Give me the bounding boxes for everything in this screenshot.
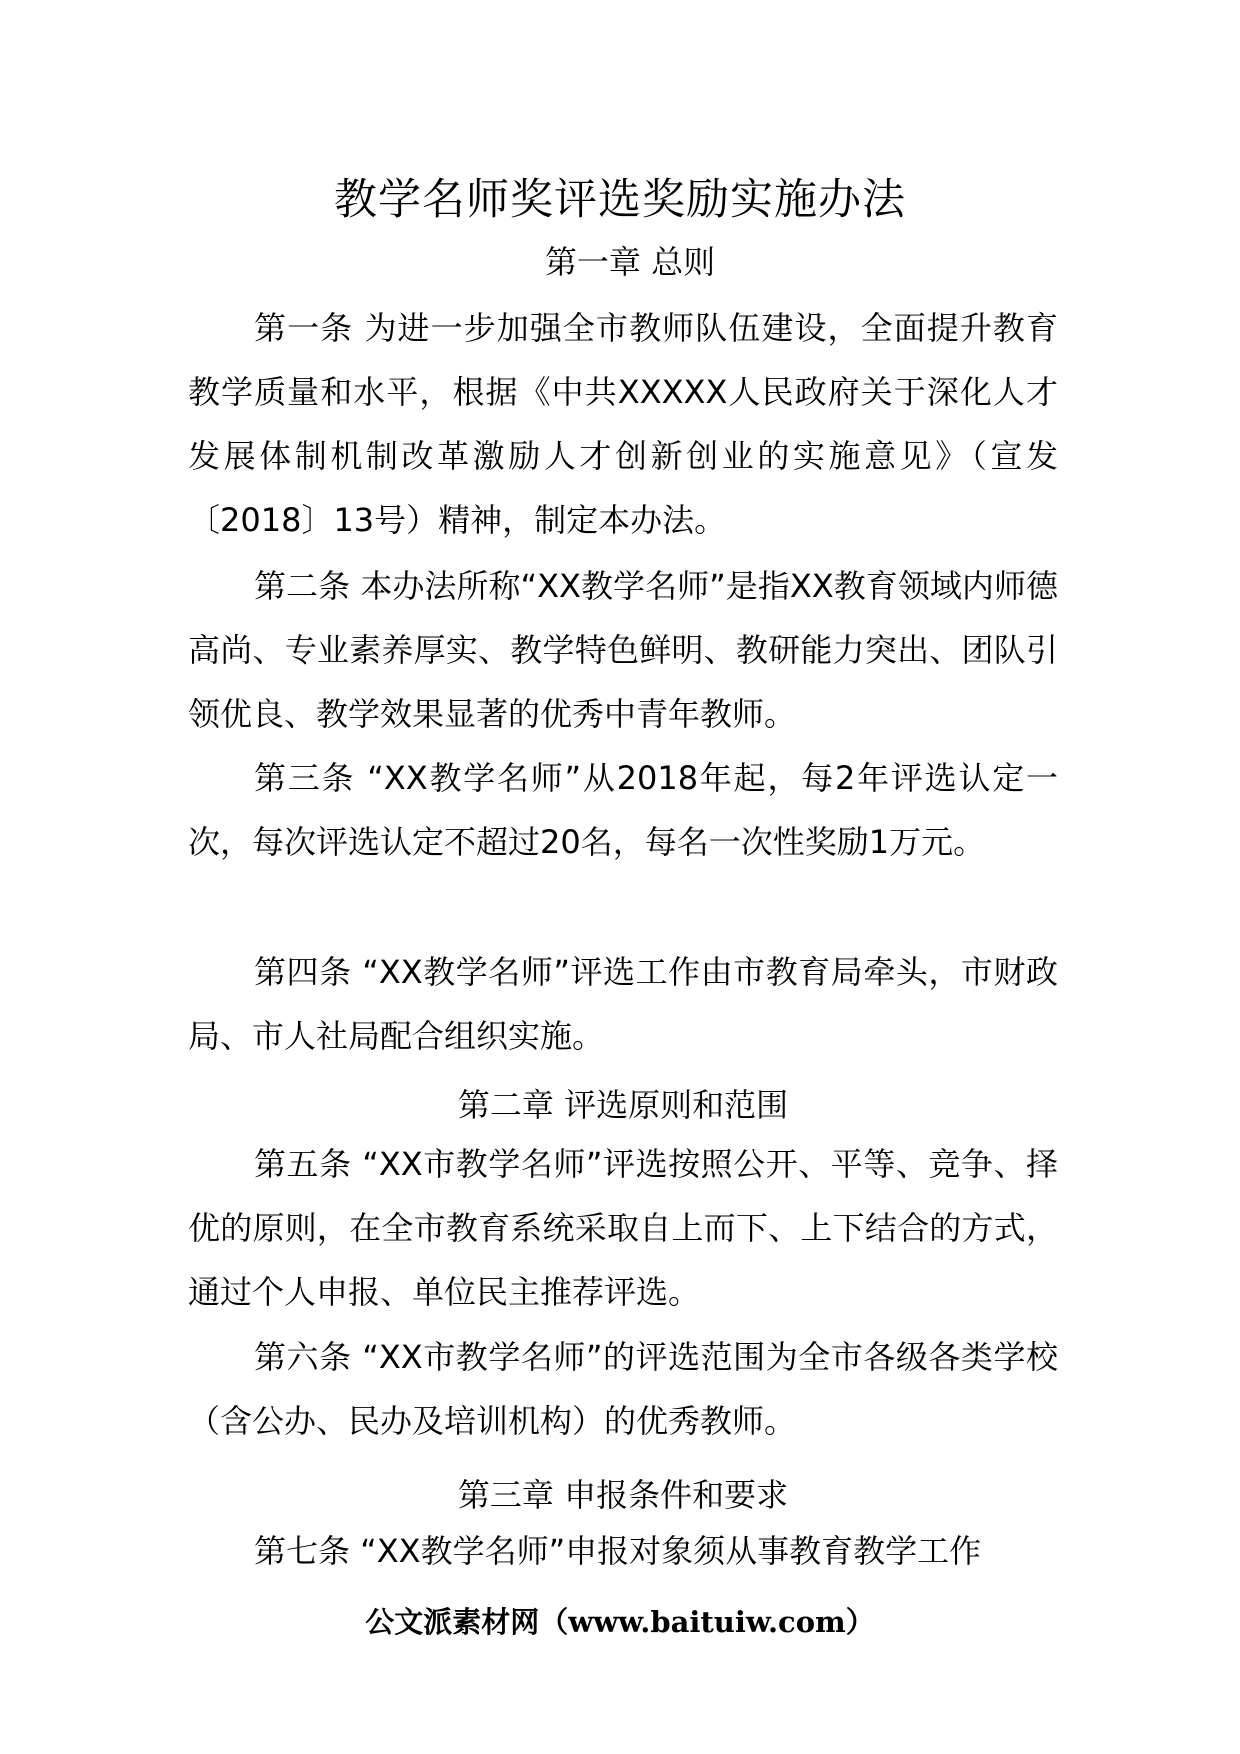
chapter-heading-1: 第一章 总则 — [544, 243, 716, 281]
footer-watermark: 公文派素材网（www.baituiw.com） — [365, 1605, 875, 1639]
article-6: 第六条 “XX市教学名师”的评选范围为全市各级各类学校（含公办、民办及培训机构）的优秀教师。 — [188, 1338, 1058, 1440]
article-3: 第三条 “XX教学名师”从2018年起，每2年评选认定一次，每次评选认定不超过20名，每名一次性奖励1万元。 — [188, 759, 1058, 861]
document-title: 教学名师奖评选奖励实施办法 — [334, 175, 906, 225]
article-2: 第二条 本办法所称“XX教学名师”是指XX教育领域内师德高尚、专业素养厚实、教学特色鲜明、教研能力突出、团队引领优良、教学效果显著的优秀中青年教师。 — [188, 567, 1058, 733]
article-7: 第七条 “XX教学名师”申报对象须从事教育教学工作 — [254, 1532, 982, 1570]
chapter-heading-2: 第二章 评选原则和范围 — [457, 1086, 789, 1124]
article-5: 第五条 “XX市教学名师”评选按照公开、平等、竞争、择优的原则，在全市教育系统采取自上而下、上下结合的方式，通过个人申报、单位民主推荐评选。 — [188, 1145, 1058, 1311]
article-4: 第四条 “XX教学名师”评选工作由市教育局牵头，市财政局、市人社局配合组织实施。 — [188, 953, 1058, 1055]
article-1: 第一条 为进一步加强全市教师队伍建设，全面提升教育教学质量和水平，根据《中共XXXXX人民政府关于深化人才发展体制机制改革激励人才创新创业的实施意见》（宣发〔2018〕13号）精神，制定本办法。 — [188, 309, 1058, 539]
chapter-heading-3: 第三章 申报条件和要求 — [457, 1476, 789, 1514]
